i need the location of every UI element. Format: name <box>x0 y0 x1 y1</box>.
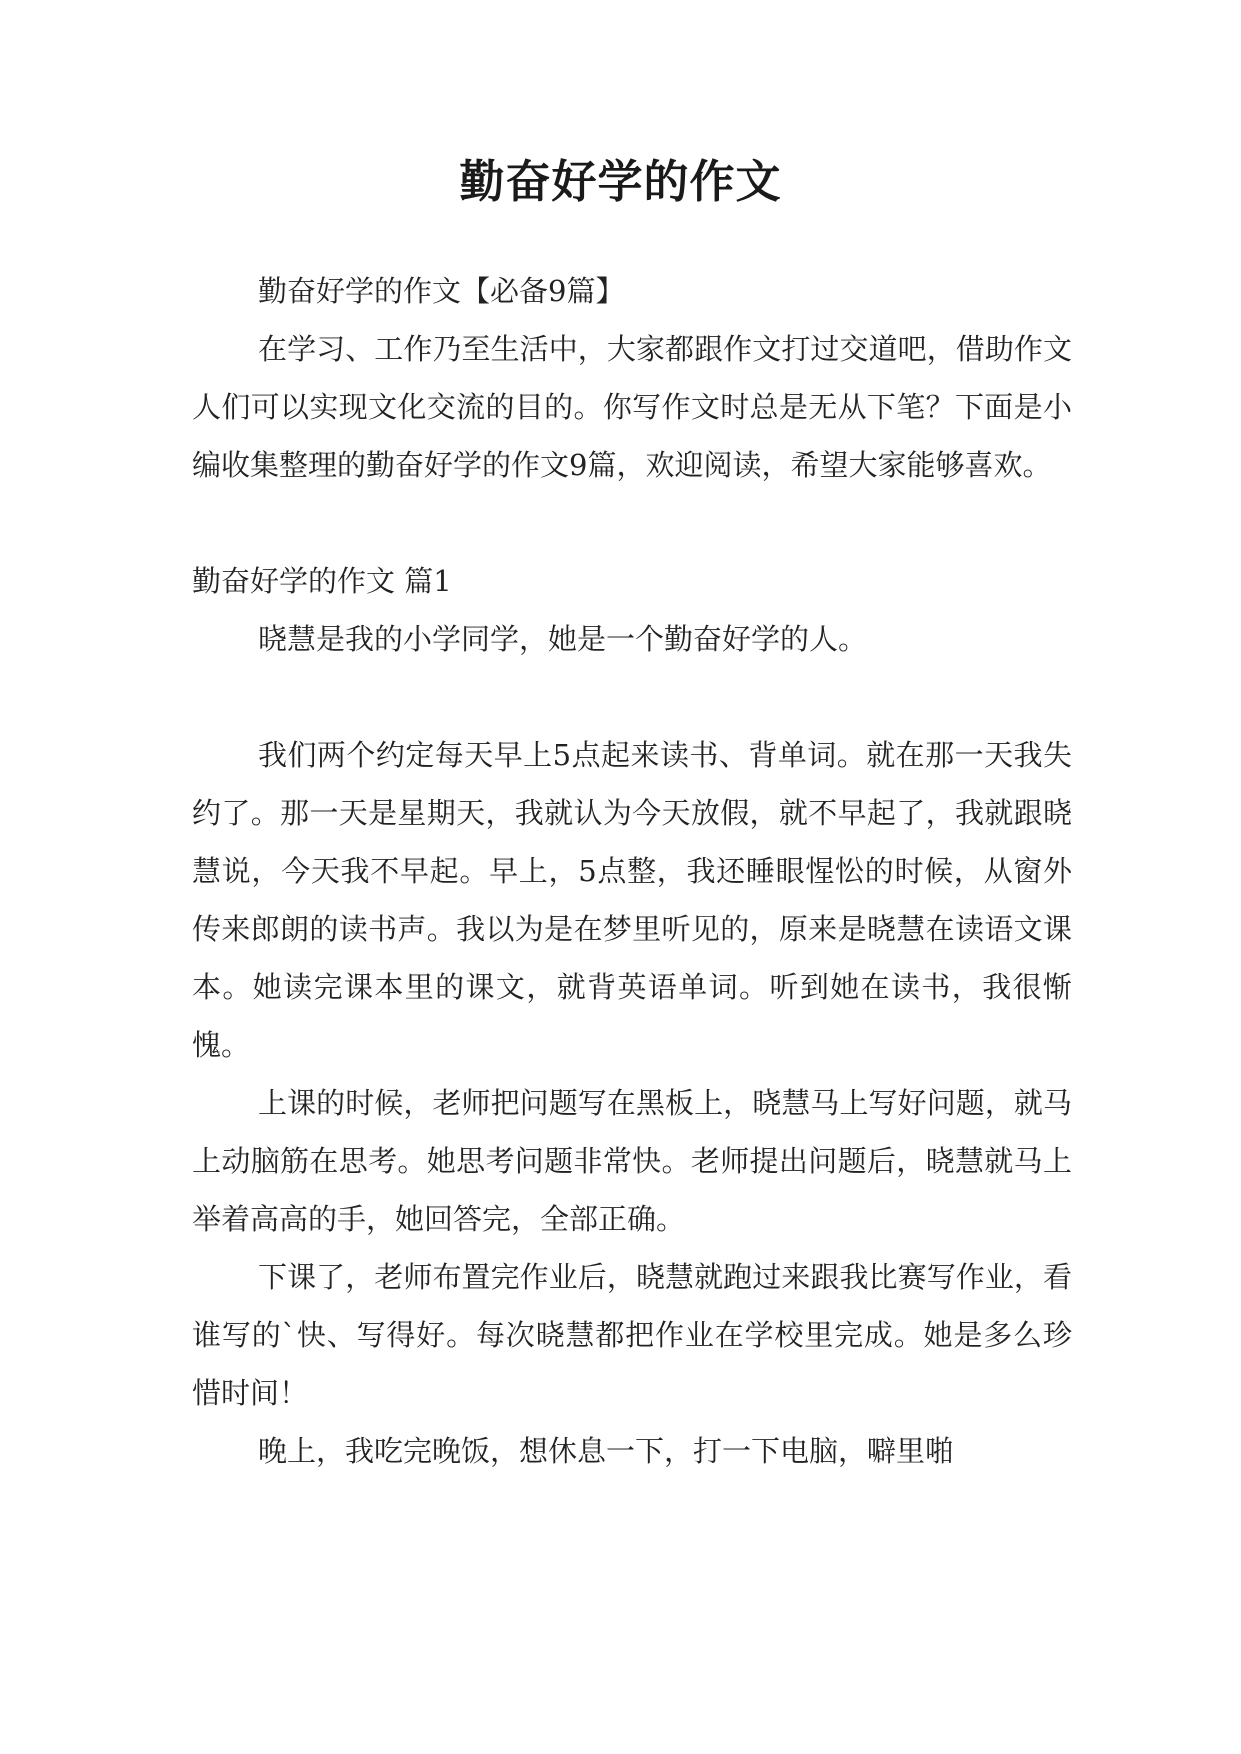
intro-paragraph: 在学习、工作乃至生活中，大家都跟作文打过交道吧，借助作文人们可以实现文化交流的目的。你写作文时总是无从下笔？下面是小编收集整理的勤奋好学的作文9篇，欢迎阅读，希望大家能够喜欢。 <box>192 332 1072 482</box>
document-title: 勤奋好学的作文 <box>459 155 782 208</box>
body-paragraph: 下课了，老师布置完作业后，晓慧就跑过来跟我比赛写作业，看谁写的`快、写得好。每次晓慧都把作业在学校里完成。她是多么珍惜时间！ <box>192 1260 1072 1410</box>
body-paragraph: 上课的时候，老师把问题写在黑板上，晓慧马上写好问题，就马上动脑筋在思考。她思考问题非常快。老师提出问题后，晓慧就马上举着高高的手，她回答完，全部正确。 <box>192 1086 1072 1236</box>
body-paragraph: 我们两个约定每天早上5点起来读书、背单词。就在那一天我失约了。那一天是星期天，我就认为今天放假，就不早起了，我就跟晓慧说，今天我不早起。早上，5点整，我还睡眼惺忪的时候，从窗外传来郎朗的读书声。我以为是在梦里听见的，原来是晓慧在读语文课本。她读完课本里的课文，就背英语单词。听到她在读书，我很惭愧。 <box>192 738 1072 1062</box>
body-paragraph: 晚上，我吃完晚饭，想休息一下，打一下电脑，噼里啪 <box>258 1434 955 1468</box>
paragraph-spacer <box>192 668 1072 726</box>
body-paragraph: 晓慧是我的小学同学，她是一个勤奋好学的人。 <box>258 622 868 656</box>
paragraph-spacer <box>192 494 1072 552</box>
document-subtitle: 勤奋好学的作文【必备9篇】 <box>258 274 625 308</box>
document-body <box>192 262 1072 1480</box>
section-heading: 勤奋好学的作文 篇1 <box>192 564 452 598</box>
